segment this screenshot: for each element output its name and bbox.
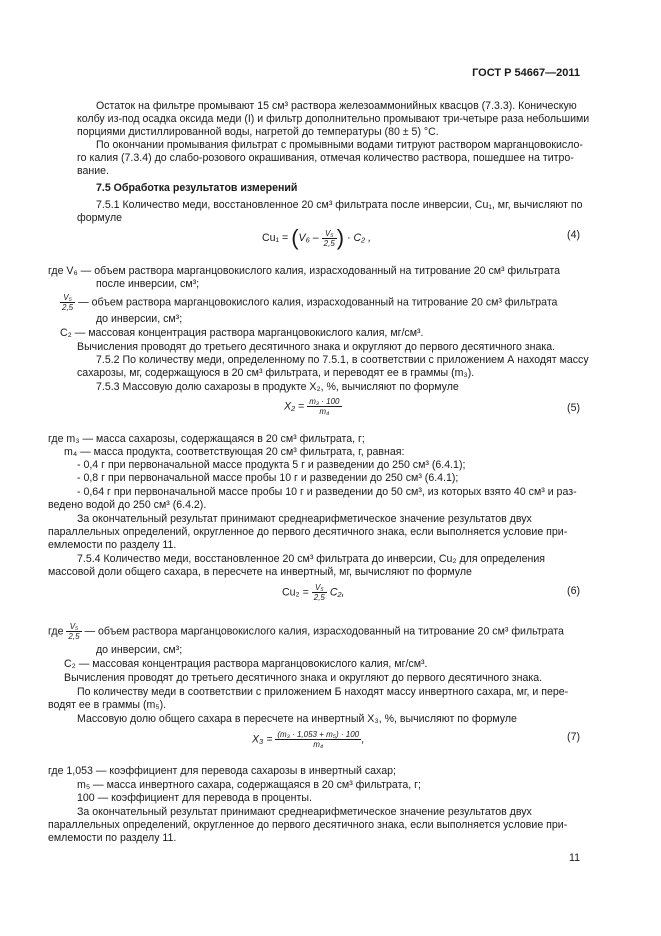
text-line: после инверсии, см³;: [96, 278, 200, 290]
eq-lhs: Cu₁ =: [262, 231, 289, 244]
text-line: 7.5.4 Количество меди, восстановленное 20 см³ фильтрата до инверсии, Cu₂ для определения: [77, 553, 545, 565]
eq-lhs: Cu₂ =: [282, 586, 309, 599]
text-line: параллельных определений, округленное до первого десятичного знака, если выполняется условие при-: [48, 819, 568, 831]
fraction-bottom: 2,5: [62, 303, 74, 312]
text-line: m₄ — масса продукта, соответствующая 20 см³ фильтрата, г, равная:: [64, 446, 405, 458]
text-line: C₂ — массовая концентрация раствора марганцовокислого калия, мг/см³.: [64, 658, 428, 670]
equation-7: [252, 730, 364, 749]
text-line: порциями дистиллированной воды, нагретой до температуры (80 ± 5) °С.: [77, 126, 439, 138]
text-line: По количеству меди в соответствии с приложением Б находят массу инвертного сахара, мг, и пере-: [77, 686, 569, 698]
text-line: По окончании промывания фильтрат с промывными водами титруют раствором марганцовокисло-: [96, 139, 583, 151]
equation-number: (4): [567, 229, 580, 241]
text-line: Вычисления проводят до третьего десятичного знака и округляют до первого десятичного знака.: [77, 341, 556, 353]
equation-5: [284, 397, 342, 416]
text-line: где 1,053 — коэффициент для перевода сахарозы в инвертный сахар;: [48, 765, 396, 777]
text-line: ведено водой до 250 см³ (6.4.2).: [48, 499, 207, 511]
text-line: 100 — коэффициент для перевода в проценты.: [77, 792, 312, 804]
text-line: до инверсии, см³;: [96, 644, 183, 656]
text-line: водят ее в граммы (m₅).: [48, 699, 167, 711]
eq-rhs: ,: [361, 733, 365, 746]
where-fraction-line: [60, 293, 557, 312]
text-line: Остаток на фильтре промывают 15 см³ раствора железоаммонийных квасцов (7.3.3). Коническую: [96, 100, 577, 112]
fraction-top: m₃ · 100: [309, 397, 340, 406]
text-line: 7.5.1 Количество меди, восстановленное 20 см³ фильтрата после инверсии, Cu₁, мг, вычисляют по: [96, 199, 583, 211]
text-line: массовой доли общего сахара, в пересчете на инвертный, мг, вычисляют по формуле: [48, 566, 472, 578]
text-line: 7.5.2 По количеству меди, определенному по 7.5.1, в соответствии с приложением А находят массу: [96, 354, 589, 366]
text-line: сахарозы, мг, содержащуюся в 20 см³ фильтрата, и переводят ее в граммы (m₃).: [77, 367, 475, 379]
fraction-top: (m₃ · 1,053 + m₅) · 100: [277, 730, 360, 739]
equation-4: Cu₁ = (V₆ – $\frac{\text{V₅}}{2,5}$ ) · C₂ ,: [262, 225, 372, 250]
text-line: m₅ — масса инвертного сахара, содержащаяся в 20 см³ фильтрата, г;: [77, 779, 421, 791]
text-line: емлемости по разделу 11.: [48, 539, 177, 551]
equation-number: (7): [567, 731, 580, 743]
text-line: Массовую долю общего сахара в пересчете на инвертный X₃, %, вычисляют по формуле: [77, 713, 517, 725]
text-line: где V₆ — объем раствора марганцовокислого калия, израсходованный на титрование 20 см³ фильтрата: [48, 265, 561, 277]
text-line: го калия (7.3.4) до слабо-розового окрашивания, отмечая количество раствора, пошедшее на титро-: [77, 152, 574, 164]
fraction-top: V₅: [312, 583, 327, 593]
text-line: - 0,8 г при первоначальной массе пробы 10 г и разведении до 250 см³ (6.4.1);: [77, 472, 459, 484]
fraction-bottom: m₄: [313, 740, 324, 749]
equation-number: (6): [567, 585, 580, 597]
equation-number: (5): [567, 402, 580, 414]
fraction-top: V₅: [60, 293, 75, 303]
text-line: Вычисления проводят до третьего десятичного знака и округляют до первого десятичного знака.: [64, 672, 543, 684]
text-line: колбу из-под осадка оксида меди (I) и фильтр дополнительно промывают три-четыре раза небольшими: [77, 113, 590, 125]
text-span: — объем раствора марганцовокислого калия, израсходованный на титрование 20 см³ фильтрата: [78, 296, 558, 309]
text-line: вание.: [77, 165, 110, 177]
text-line: 7.5.3 Массовую долю сахарозы в продукте X₂, %, вычисляют по формуле: [96, 381, 459, 393]
fraction-bottom: 2,5: [323, 238, 335, 248]
where-fraction-line: [48, 622, 564, 641]
fraction-bottom: 2,5: [313, 593, 325, 602]
text-line: - 0,64 г при первоначальной массе пробы 10 г и разведении до 50 см³, из которых взято 40 см³ и раз-: [77, 486, 577, 498]
eq-term: V₆ –: [298, 231, 319, 244]
page-number: 11: [569, 852, 580, 864]
text-line: до инверсии, см³;: [96, 313, 183, 325]
text-line: - 0,4 г при первоначальной массе продукта 5 г и разведении до 250 см³ (6.4.1);: [77, 459, 466, 471]
eq-lhs: X₃ =: [252, 733, 273, 746]
eq-lhs: X₂ =: [284, 400, 305, 413]
text-line: C₂ — массовая концентрация раствора марганцовокислого калия, мг/см³.: [60, 327, 424, 339]
fraction-top: V₅: [66, 622, 81, 632]
text-line: параллельных определений, округленное до первого десятичного знака, если выполняется условие при-: [48, 526, 568, 538]
section-title: 7.5 Обработка результатов измерений: [96, 182, 298, 194]
text-line: где m₃ — масса сахарозы, содержащаяся в 20 см³ фильтрата, г;: [48, 433, 365, 445]
document-header: ГОСТ Р 54667—2011: [472, 67, 580, 79]
text-line: За окончательный результат принимают среднеарифметическое значение результатов двух: [77, 513, 532, 525]
text-line: формуле: [77, 212, 123, 224]
eq-rhs: · C₂ ,: [347, 231, 372, 244]
fraction-bottom: m₄: [319, 407, 330, 416]
equation-6: [282, 583, 344, 602]
text-span: где: [48, 625, 64, 638]
text-line: За окончательный результат принимают среднеарифметическое значение результатов двух: [77, 806, 532, 818]
text-span: — объем раствора марганцовокислого калия, израсходованный на титрование 20 см³ фильтрата: [84, 625, 564, 638]
fraction-top: V₅: [322, 229, 337, 239]
eq-rhs: C₂,: [329, 586, 345, 599]
text-line: емлемости по разделу 11.: [48, 832, 177, 844]
fraction-bottom: 2,5: [68, 632, 80, 641]
